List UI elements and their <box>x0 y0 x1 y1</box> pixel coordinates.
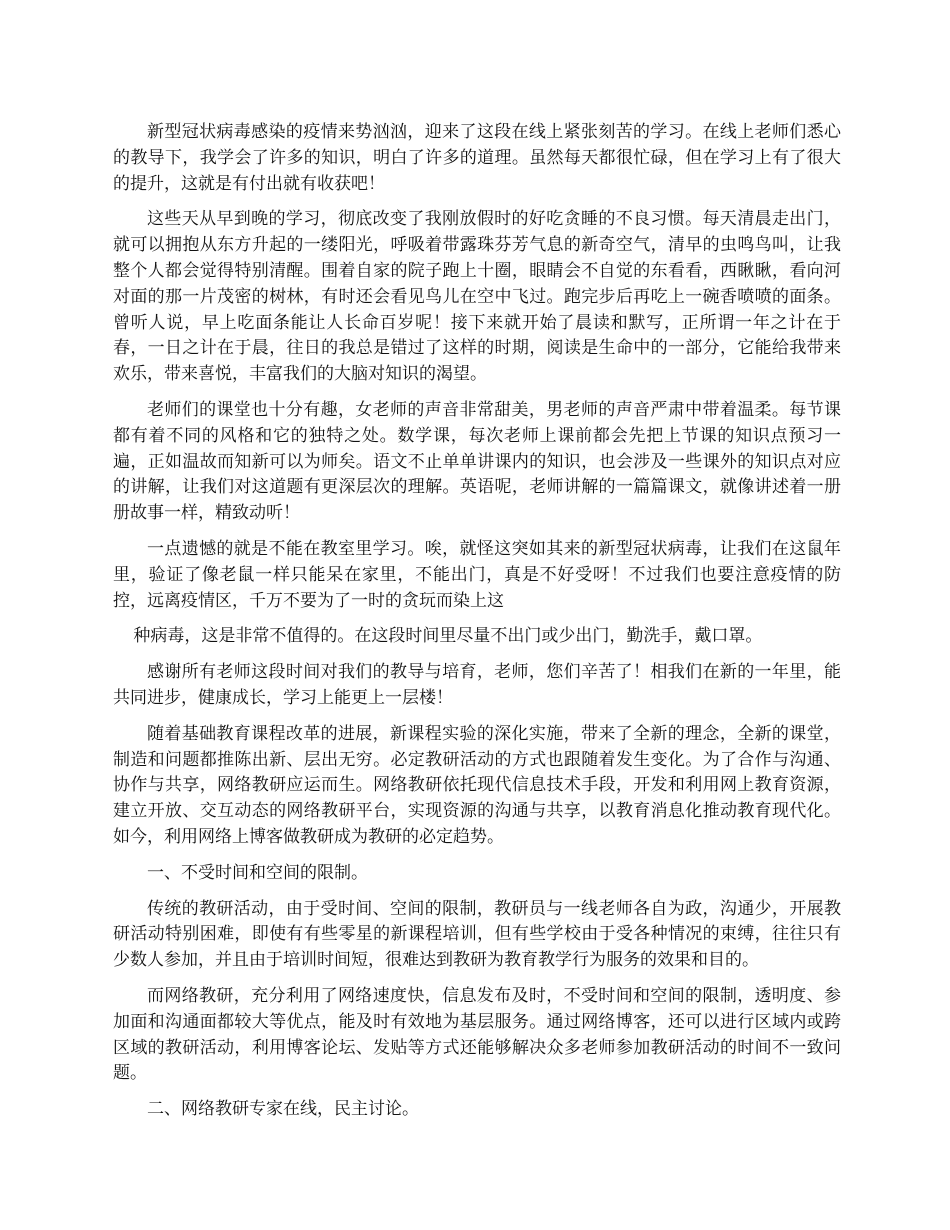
paragraph-online-learning-intro: 新型冠状病毒感染的疫情来势汹汹，迎来了这段在线上紧张刻苦的学习。在线上老师们悉心的教导下，我学会了许多的知识，明白了许多的道理。虽然每天都很忙碌，但在学习上有了很大的提升，这就是有付出就有收获吧！ <box>113 122 841 194</box>
document-page <box>113 120 841 1133</box>
section-heading-1: 一、不受时间和空间的限制。 <box>147 862 368 883</box>
paragraph-teachers-classes: 老师们的课堂也十分有趣，女老师的声音非常甜美，男老师的声音严肃中带着温柔。每节课都有着不同的风格和它的独特之处。数学课，每次老师上课前都会先把上节课的知识点预习一遍，正如温故而知新可以为师矣。语文不止单单讲课内的知识，也会涉及一些课外的知识点对应的讲解，让我们对这道题有更深层次的理解。英语呢，老师讲解的一篇篇课文，就像讲述着一册册故事一样，精致动听！ <box>113 399 841 524</box>
section-heading-2: 二、网络教研专家在线，民主讨论。 <box>147 1099 419 1120</box>
paragraph-network-research: 而网络教研，充分利用了网络速度快，信息发布及时，不受时间和空间的限制，透明度、参加面和沟通面都较大等优点，能及时有效地为基层服务。通过网络博客，还可以进行区域内或跨区域的教研活动，利用博客论坛、发贴等方式还能够解决众多老师参加教研活动的时间不一致问题。 <box>113 985 841 1084</box>
paragraph-traditional-research: 传统的教研活动，由于受时间、空间的限制，教研员与一线老师各自为政，沟通少，开展教研活动特别困难，即使有有些零星的新课程培训，但有些学校由于受各种情况的束缚，往往只有少数人参加，并且由于培训时间短，很难达到教研为教育教学行为服务的效果和目的。 <box>113 898 841 971</box>
paragraph-thanks: 感谢所有老师这段时间对我们的教导与培育，老师，您们辛苦了！相我们在新的一年里，能共同进步，健康成长，学习上能更上一层楼！ <box>113 662 841 708</box>
paragraph-regret: 一点遗憾的就是不能在教室里学习。唉，就怪这突如其来的新型冠状病毒，让我们在这鼠年里，验证了像老鼠一样只能呆在家里，不能出门，真是不好受呀！不过我们也要注意疫情的防控，远离疫情区，千万不要为了一时的贪玩而染上这 <box>113 538 841 611</box>
paragraph-regret-continued: 种病毒，这是非常不值得的。在这段时间里尽量不出门或少出门，勤洗手，戴口罩。 <box>133 626 763 647</box>
paragraph-curriculum-reform: 随着基础教育课程改革的进展，新课程实验的深化实施，带来了全新的理念，全新的课堂，制造和问题都推陈出新、层出无穷。必定教研活动的方式也跟随着发生变化。为了合作与沟通、协作与共享，网络教研应运而生。网络教研依托现代信息技术手段，开发和利用网上教育资源，建立开放、交互动态的网络教研平台，实现资源的沟通与共享，以教育消息化推动教育现代化。如今，利用网络上博客做教研成为教研的必定趋势。 <box>113 723 841 847</box>
paragraph-daily-routine: 这些天从早到晚的学习，彻底改变了我刚放假时的好吃贪睡的不良习惯。每天清晨走出门，就可以拥抱从东方升起的一缕阳光，呼吸着带露珠芬芳气息的新奇空气，清早的虫鸣鸟叫，让我整个人都会觉得特别清醒。围着自家的院子跑上十圈，眼睛会不自觉的东看看，西瞅瞅，看向河对面的那一片茂密的树林，有时还会看见鸟儿在空中飞过。跑完步后再吃上一碗香喷喷的面条。曾听人说，早上吃面条能让人长命百岁呢！接下来就开始了晨读和默写，正所谓一年之计在于春，一日之计在于晨，往日的我总是错过了这样的时期，阅读是生命中的一部分，它能给我带来欢乐，带来喜悦，丰富我们的大脑对知识的渴望。 <box>113 209 841 385</box>
